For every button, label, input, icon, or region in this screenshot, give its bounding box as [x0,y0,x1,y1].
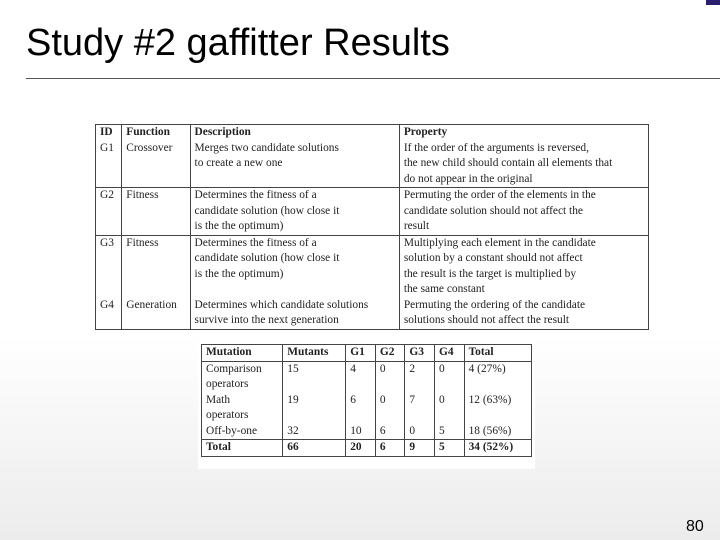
row-id: G1 [96,141,122,157]
header-mutants: Mutants [283,345,346,362]
table-row-continued [96,313,649,329]
table-header-row [202,345,532,362]
g4-cell: 5 [435,440,465,457]
page-number: 80 [686,518,704,535]
row-id: G3 [96,235,122,251]
table-row-continued [96,267,649,283]
mutation-name: operators [206,378,249,390]
row-description [190,282,399,298]
row-description: to create a new one [190,156,399,172]
header-g1: G1 [346,345,376,362]
header-g3: G3 [405,345,435,362]
table-row [202,361,532,393]
g2-cell: 6 [375,440,405,457]
row-property: solutions should not affect the result [399,313,648,329]
header-g4: G4 [435,345,465,362]
row-function: Crossover [122,141,190,157]
row-property: Permuting the ordering of the candidate [399,298,648,314]
row-description: Determines which candidate solutions [190,298,399,314]
results-table-image [198,341,535,469]
table-row-continued [96,204,649,220]
row-description: is the the optimum) [190,219,399,235]
row-property: do not appear in the original [399,172,648,188]
header-mutation: Mutation [202,345,283,362]
header-g2: G2 [375,345,405,362]
row-property: solution by a constant should not affect [399,251,648,267]
row-description: candidate solution (how close it [190,251,399,267]
header-function: Function [122,125,190,141]
row-property: candidate solution should not affect the [399,204,648,220]
table-row [96,141,649,157]
row-function: Fitness [122,188,190,204]
mutation-name: Comparison [206,362,262,375]
properties-table-image [92,121,652,339]
row-property: the same constant [399,282,648,298]
slide-title: Study #2 gaffitter Results [26,22,450,64]
row-id: G4 [96,298,122,314]
g3-cell: 0 [405,424,435,440]
row-description: candidate solution (how close it [190,204,399,220]
g1-cell: 6 [346,393,376,424]
header-description: Description [190,125,399,141]
row-property: the result is the target is multiplied by [399,267,648,283]
row-property: Permuting the order of the elements in the [399,188,648,204]
table-header-row [96,125,649,141]
row-description: Determines the fitness of a [190,188,399,204]
corner-accent [706,0,720,5]
g2-cell: 0 [375,393,405,424]
table-row [96,298,649,314]
row-function: Generation [122,298,190,314]
mutants-cell: 32 [283,424,346,440]
properties-table [95,124,649,330]
total-cell: 12 (63%) [464,393,531,424]
row-id: G2 [96,188,122,204]
mutation-cell: Total [202,440,283,457]
table-row-continued [96,219,649,235]
row-property: Multiplying each element in the candidate [399,235,648,251]
table-row-continued [96,251,649,267]
mutants-cell: 66 [283,440,346,457]
row-description: Determines the fitness of a [190,235,399,251]
header-property: Property [399,125,648,141]
table-row [96,235,649,251]
total-cell: 34 (52%) [464,440,531,457]
results-table [201,344,532,457]
row-property: If the order of the arguments is reversed, [399,141,648,157]
g1-cell: 20 [346,440,376,457]
mutation-cell [202,393,283,424]
row-property: the new child should contain all elements that [399,156,648,172]
table-row [96,188,649,204]
g1-cell: 4 [346,361,376,393]
mutants-cell: 15 [283,361,346,393]
table-row-continued [96,282,649,298]
g2-cell: 6 [375,424,405,440]
g2-cell: 0 [375,361,405,393]
header-id: ID [96,125,122,141]
table-row-continued [96,156,649,172]
table-row [202,393,532,424]
row-description: Merges two candidate solutions [190,141,399,157]
total-cell: 18 (56%) [464,424,531,440]
row-property: result [399,219,648,235]
g1-cell: 10 [346,424,376,440]
mutants-cell: 19 [283,393,346,424]
mutation-name: operators [206,409,249,421]
mutation-cell [202,361,283,393]
total-row [202,440,532,457]
mutation-name: Math [206,393,231,406]
row-description: survive into the next generation [190,313,399,329]
g3-cell: 7 [405,393,435,424]
table-row-continued [96,172,649,188]
g4-cell: 0 [435,361,465,393]
table-row [202,424,532,440]
row-description: is the the optimum) [190,267,399,283]
g4-cell: 5 [435,424,465,440]
header-total: Total [464,345,531,362]
mutation-cell: Off-by-one [202,424,283,440]
title-underline [26,78,720,79]
total-cell: 4 (27%) [464,361,531,393]
row-function: Fitness [122,235,190,251]
row-description [190,172,399,188]
g4-cell: 0 [435,393,465,424]
g3-cell: 9 [405,440,435,457]
g3-cell: 2 [405,361,435,393]
